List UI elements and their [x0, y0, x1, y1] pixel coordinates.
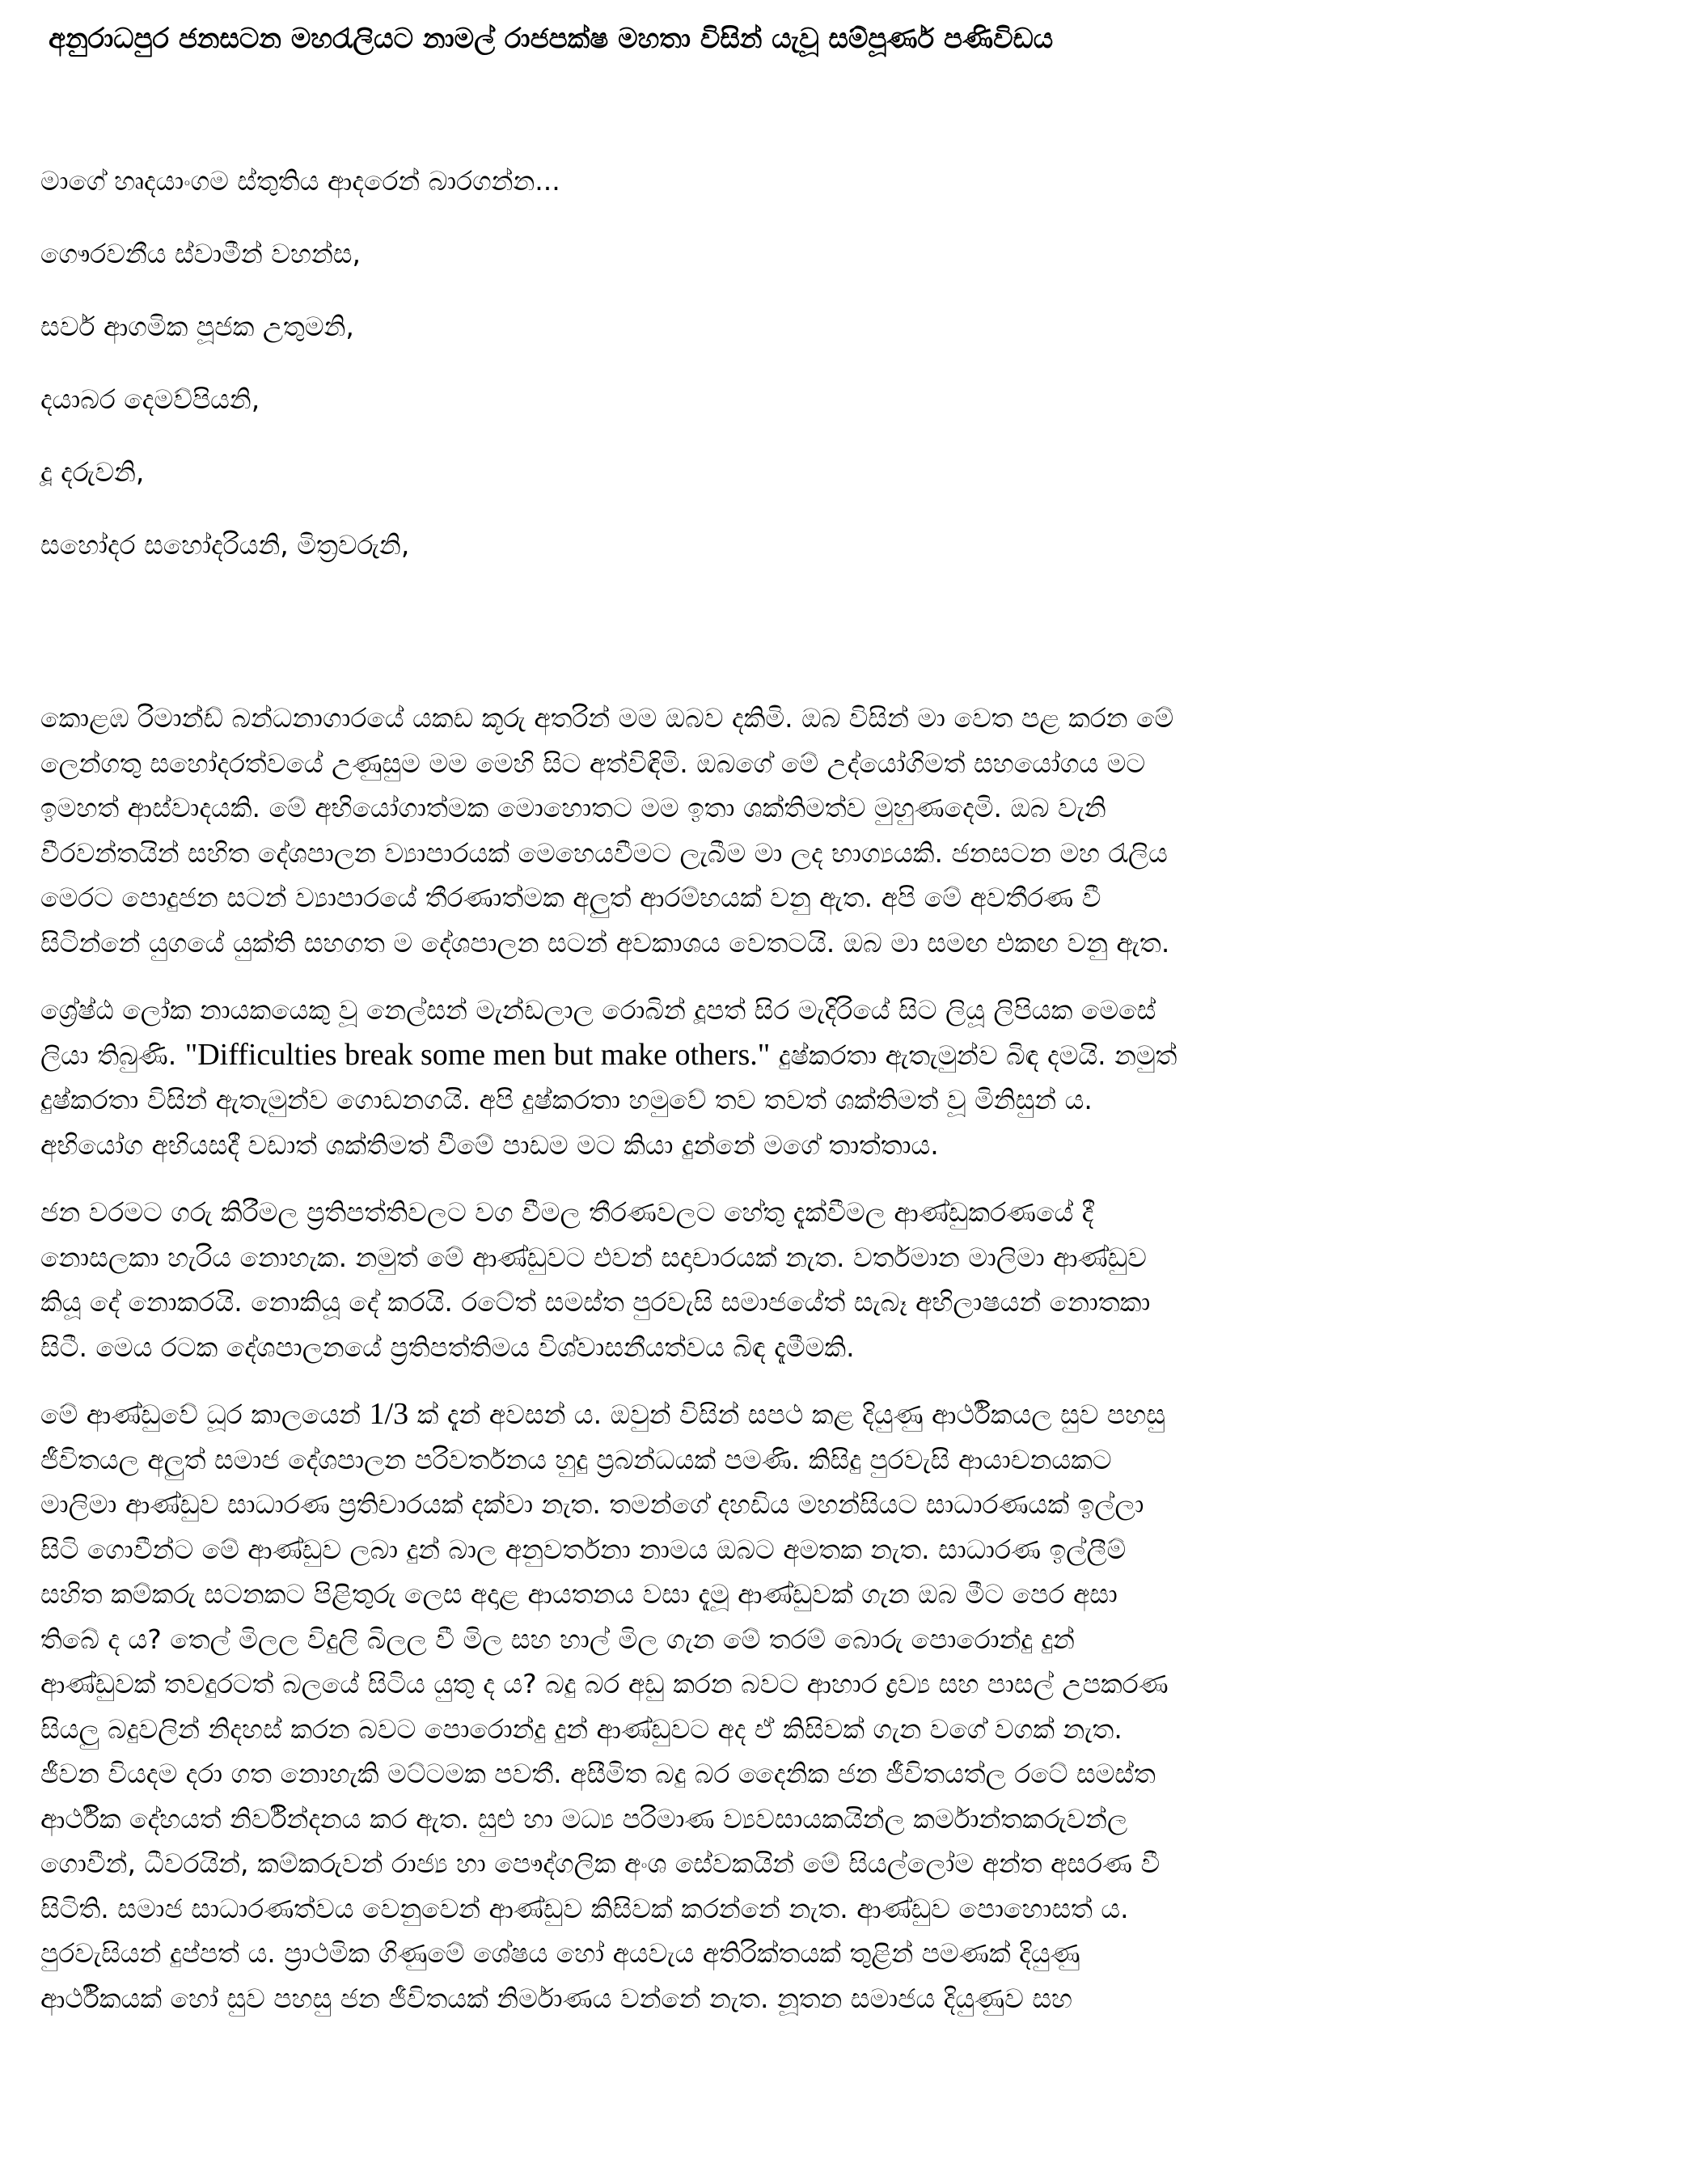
text-line: ගොවීන්, ධීවරයින්, කම්කරුවන් රාජ්‍ය හා පෞද්ගලික අංශ සේවකයින් මේ සියල්ලෝම අන්ත අසරණ වී	[40, 1847, 1161, 1879]
greeting-line: සහෝදර සහෝදරියනි, මිත්‍රවරුනි,	[40, 529, 410, 561]
paragraph-1	[40, 696, 1626, 965]
text-line: දුෂ්කරතා විසින් ඇතැමුන්ව ගොඩනගයි. අපි දුෂ්කරතා හමුවේ තව තවත් ශක්තිමත් වූ මිනිසුන් ය.	[40, 1084, 1093, 1115]
text-line: තිබේ ද ය? තෙල් මිලල විදුලි බිලල වී මිල සහ හාල් මිල ගැන මේ තරම් බොරු පොරොන්දු දුන්	[40, 1623, 1075, 1655]
greeting-line: දූ දරුවනි,	[40, 456, 145, 488]
paragraph-3	[40, 1190, 1626, 1369]
text-line: මෙරට පොදුජන සටන් ව්‍යාපාරයේ තීරණාත්මක අලුත් ආරම්භයක් වනු ඇත. අපි මේ අවතීරණ වී	[40, 882, 1101, 913]
text-line: පුරවැසියන් දුප්පත් ය. ප්‍රාථමික ගිණුමේ ශේෂය හෝ අයවැය අතිරික්තයක් තුළින් පමණක් දියුණු	[40, 1937, 1080, 1969]
text-line: ආණ්ඩුවක් තවදුරටත් බලයේ සිටිය යුතු ද ය? බදු බර අඩු කරන බවට ආහාර ද්‍රව්‍ය සහ පාසල් උපකරණ	[40, 1668, 1169, 1699]
greeting-line: මාගේ හෘදයාංගම ස්තුතිය ආදරෙන් බාරගන්න...	[40, 165, 560, 197]
greeting-line: සර්ව ආගමික පූජක උතුමනි,	[40, 311, 354, 342]
greeting-line: දයාබර දෙමව්පියනි,	[40, 383, 260, 415]
text-line: සිටී. මෙය රටක දේශපාලනයේ ප්‍රතිපත්තිමය විශ්වාසනීයත්වය බිඳ දැමීමකි.	[40, 1331, 855, 1363]
text-line	[40, 2021, 1626, 2066]
text-line: ඉමහත් ආස්වාදයකි. මේ අභියෝගාත්මක මොහොතට මම ඉතා ශක්තිමත්ව මුහුණදෙමි. ඔබ වැනි	[40, 792, 1106, 823]
text-line: සිටි ගොවීන්ට මේ ආණ්ඩුව ලබා දුන් බාල අනුවර්තනා නාමය ඔබට අමතක නැත. සාධාරණ ඉල්ලීම්	[40, 1533, 1127, 1565]
fraction-value: 1/3	[369, 1397, 409, 1431]
text-line: සිටින්නේ යුගයේ යුක්ති සහගත ම දේශපාලන සටන් අවකාශය වෙතටයි. ඔබ මා සමඟ එකඟ වනු ඇත.	[40, 926, 1170, 959]
text-line: මාලිමා ආණ්ඩුව සාධාරණ ප්‍රතිචාරයක් දක්වා නැත. තමන්ගේ දහඩිය මහන්සියට සාධාරණයක් ඉල්ලා	[40, 1488, 1144, 1520]
text-line: ආර්ථික දේහයත් නිර්වින්දනය කර ඇත. සුළු හා මධ්‍ය පරිමාණ ව්‍යවසායකයින්ල කර්මාන්තකරුවන්ල	[40, 1802, 1128, 1835]
text-line: කියූ දේ නොකරයි. නොකියූ දේ කරයි. රටේත් සමස්ත පුරවැසි සමාජයේත් සැබෑ අභිලාෂයන් නොතකා	[40, 1286, 1151, 1318]
line-end: ක් දැන් අවසන් ය. ඔවුන් විසින් සපථ කළ දියුණු ආර්ථිකයල සුව පහසු	[408, 1399, 1165, 1430]
text-line: ලෙන්ගතු සහෝදරත්වයේ උණුසුම මම මෙහි සිට අත්විඳිමි. ඔබගේ මේ උද්යෝගිමත් සහයෝගය මට	[40, 747, 1146, 779]
letter-body	[40, 696, 1626, 2089]
text-line	[40, 1392, 1626, 1437]
text-line: කොළඹ රිමාන්ඩ් බන්ධනාගාරයේ යකඩ කූරු අතරින් මම ඔබව දකිමි. ඔබ විසින් මා වෙත පළ කරන මේ	[40, 702, 1174, 734]
english-quote: "Difficulties break some men but make others."	[184, 1037, 771, 1072]
text-line: අභියෝග අභියසදී වඩාත් ශක්තිමත් වීමේ පාඩම මට කියා දුන්නේ මගේ තාත්තාය.	[40, 1128, 939, 1161]
text-line: ආර්ථිකයක් හෝ සුව පහසු ජන ජීවිතයක් නිර්මාණය වන්නේ නැත. නූතන සමාජය දියුණුව සහ	[40, 1982, 1073, 2014]
text-line: සිටිති. සමාජ සාධාරණත්වය වෙනුවෙන් ආණ්ඩුව කිසිවක් කරන්නේ නැත. ආණ්ඩුව පොහොසත් ය.	[40, 1892, 1129, 1924]
paragraph-2	[40, 988, 1626, 1167]
line-end: දුෂ්කරතා ඇතැමුන්ව බිඳ දමයි. නමුත්	[770, 1039, 1177, 1071]
greeting-list	[40, 162, 1642, 599]
paragraph-4	[40, 1392, 1626, 2066]
text-line: වීරවන්තයින් සහිත දේශපාලන ව්‍යාපාරයක් මෙහෙයවීමට ලැබීම මා ලද භාග්‍යයකි. ජනසටන මහ රැලිය	[40, 836, 1168, 869]
text-line: නොසලකා හැරිය නොහැක. නමුත් මේ ආණ්ඩුවට එවන් සදාචාරයක් නැත. වර්තමාන මාලිමා ආණ්ඩුව	[40, 1241, 1147, 1273]
document-title: අනුරාධපුර ජනසටන මහරැලියට නාමල් රාජපක්ෂ මහතා විසින් යැවූ සම්පූර්ණ පණිවිඩය	[49, 23, 1054, 55]
greeting-line: ගෞරවනීය ස්වාමීන් වහන්ස,	[40, 238, 361, 269]
text-line: ජීවන වියදම දරා ගත නොහැකි මට්ටමක පවතී. අසීමිත බදු බර දෛනික ජන ජීවිතයත්ල රටේ සමස්ත	[40, 1758, 1156, 1789]
text-line	[40, 1033, 1626, 1078]
text-line: ශ්‍රේෂ්ඨ ලෝක නායකයෙකු වූ නෙල්සන් මැන්ඩලාල රොබින් දූපත් සිර මැදිරියේ සිට ලියූ ලිපියක මෙසේ	[40, 994, 1156, 1026]
text-line: ජීවිතයල අලුත් සමාජ දේශපාලන පරිවර්තනය හුදු ප්‍රබන්ධයක් පමණි. කිසිදු පුරවැසි ආයාචනයකට	[40, 1443, 1112, 1475]
text-line: සහිත කම්කරු සටනකට පිළිතුරු ලෙස අදාළ ආයතනය වසා දැමූ ආණ්ඩුවක් ගැන ඔබ මීට පෙර අසා	[40, 1578, 1118, 1610]
text-line: ජන වරමට ගරු කිරීමල ප්‍රතිපත්තිවලට වග වීමල තීරණවලට හේතු දැක්වීමල ආණ්ඩුකරණයේ දී	[40, 1196, 1094, 1228]
text-line: සියලු බදුවලින් නිදහස් කරන බවට පොරොන්දු දුන් ආණ්ඩුවට අද ඒ කිසිවක් ගැන වගේ වගක් නැත.	[40, 1712, 1122, 1745]
line-start: මේ ආණ්ඩුවේ ධූර කාලයෙන්	[40, 1399, 370, 1430]
line-start: ලියා තිබුණි.	[40, 1039, 185, 1071]
